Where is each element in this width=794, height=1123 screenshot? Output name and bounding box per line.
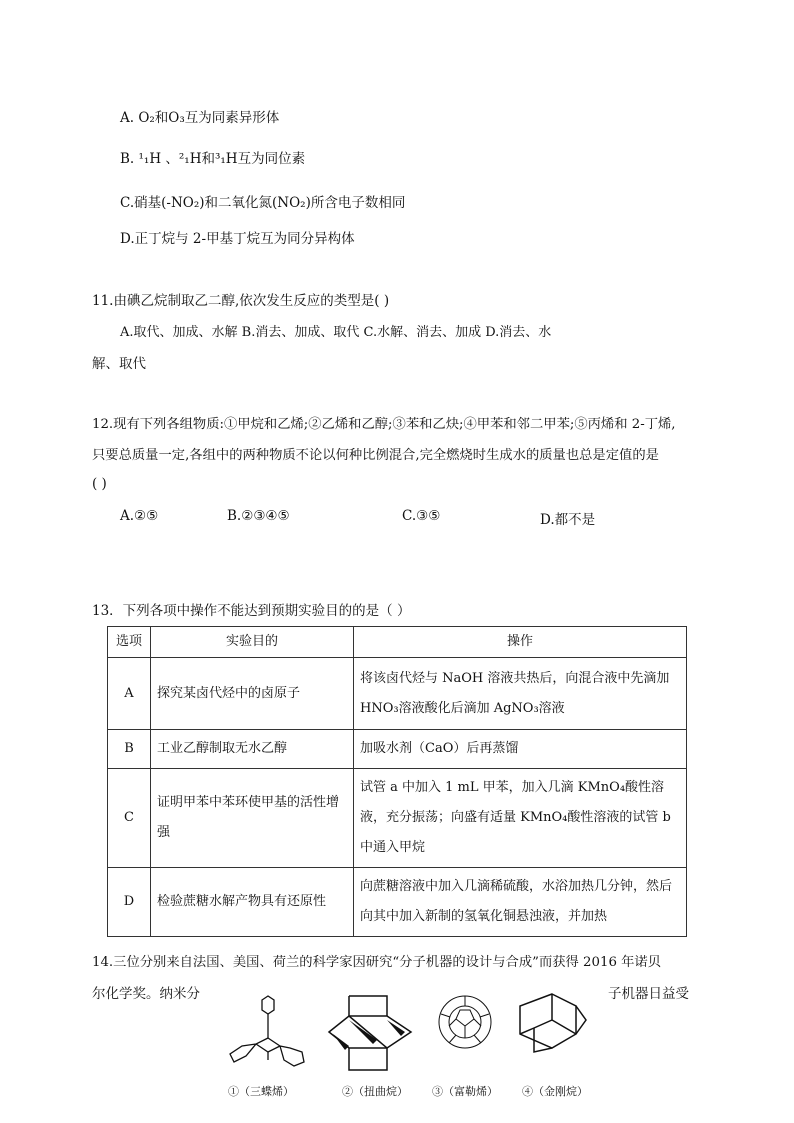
q13-table xyxy=(107,626,687,937)
row-operation: 试管 a 中加入 1 mL 甲苯，加入几滴 KMnO₄酸性溶液，充分振荡；向盛有适量 KMnO₄酸性溶液的试管 b 中通入甲烷 xyxy=(354,769,687,868)
caption-fullerene: ③（富勒烯） xyxy=(432,1085,498,1098)
adamantane-structure-image xyxy=(514,990,590,1058)
q14-stem-line2-left: 尔化学奖。纳米分 xyxy=(92,986,200,1002)
q12-option-c: C.③⑤ xyxy=(402,508,441,524)
row-option: A xyxy=(108,658,151,730)
q10-option-b: B. ¹₁H 、²₁H和³₁H互为同位素 xyxy=(120,151,306,167)
row-operation: 加吸水剂（CaO）后再蒸馏 xyxy=(354,730,687,769)
row-goal: 探究某卤代烃中的卤原子 xyxy=(151,658,354,730)
table-header-option: 选项 xyxy=(108,627,151,658)
q13-stem: 13．下列各项中操作不能达到预期实验目的的是（ ） xyxy=(92,603,411,619)
row-goal: 工业乙醇制取无水乙醇 xyxy=(151,730,354,769)
caption-adamantane: ④（金刚烷） xyxy=(522,1085,588,1098)
q10-option-d: D.正丁烷与 2-甲基丁烷互为同分异构体 xyxy=(120,231,355,247)
triptycene-structure-image xyxy=(228,990,312,1078)
q12-stem-line1: 12.现有下列各组物质:①甲烷和乙烯;②乙烯和乙醇;③苯和乙炔;④甲苯和邻二甲苯;⑤丙烯和 2-丁烯, xyxy=(92,417,676,432)
q10-option-c: C.硝基(-NO₂)和二氧化氮(NO₂)所含电子数相同 xyxy=(120,195,406,211)
table-row xyxy=(108,730,687,769)
q12-option-b: B.②③④⑤ xyxy=(227,508,290,524)
q10-option-a: A. O₂和O₃互为同素异形体 xyxy=(120,110,280,126)
caption-twistane: ②（扭曲烷） xyxy=(342,1085,408,1098)
table-header-row xyxy=(108,627,687,658)
q11-stem: 11.由碘乙烷制取乙二醇,依次发生反应的类型是( ) xyxy=(92,293,390,309)
q11-options-cont: 解、取代 xyxy=(92,356,146,372)
table-row xyxy=(108,658,687,730)
q14-stem-line1: 14.三位分别来自法国、美国、荷兰的科学家因研究“分子机器的设计与合成”而获得 2016 年诺贝 xyxy=(92,955,662,970)
row-option: B xyxy=(108,730,151,769)
caption-triptycene: ①（三蝶烯） xyxy=(228,1085,294,1098)
twistane-structure-image xyxy=(325,990,415,1076)
q12-option-a: A.②⑤ xyxy=(120,508,159,524)
row-option: C xyxy=(108,769,151,868)
q12-option-d: D.都不是 xyxy=(540,512,596,528)
row-goal: 证明甲苯中苯环使甲基的活性增强 xyxy=(151,769,354,868)
table-header-goal: 实验目的 xyxy=(151,627,354,658)
fullerene-structure-image xyxy=(434,990,496,1054)
table-row xyxy=(108,769,687,868)
row-operation: 将该卤代烃与 NaOH 溶液共热后，向混合液中先滴加 HNO₃溶液酸化后滴加 AgNO₃溶液 xyxy=(354,658,687,730)
q12-stem-line2: 只要总质量一定,各组中的两种物质不论以何种比例混合,完全燃烧时生成水的质量也总是定值的是 xyxy=(92,448,659,463)
q14-stem-line2-right: 子机器日益受 xyxy=(608,986,689,1002)
q11-options: A.取代、加成、水解 B.消去、加成、取代 C.水解、消去、加成 D.消去、水 xyxy=(120,325,552,340)
table-row xyxy=(108,868,687,937)
row-goal: 检验蔗糖水解产物具有还原性 xyxy=(151,868,354,937)
table-header-operation: 操作 xyxy=(354,627,687,658)
row-option: D xyxy=(108,868,151,937)
q12-paren: ( ) xyxy=(92,476,107,492)
row-operation: 向蔗糖溶液中加入几滴稀硫酸，水浴加热几分钟，然后向其中加入新制的氢氧化铜悬浊液，并加热 xyxy=(354,868,687,937)
